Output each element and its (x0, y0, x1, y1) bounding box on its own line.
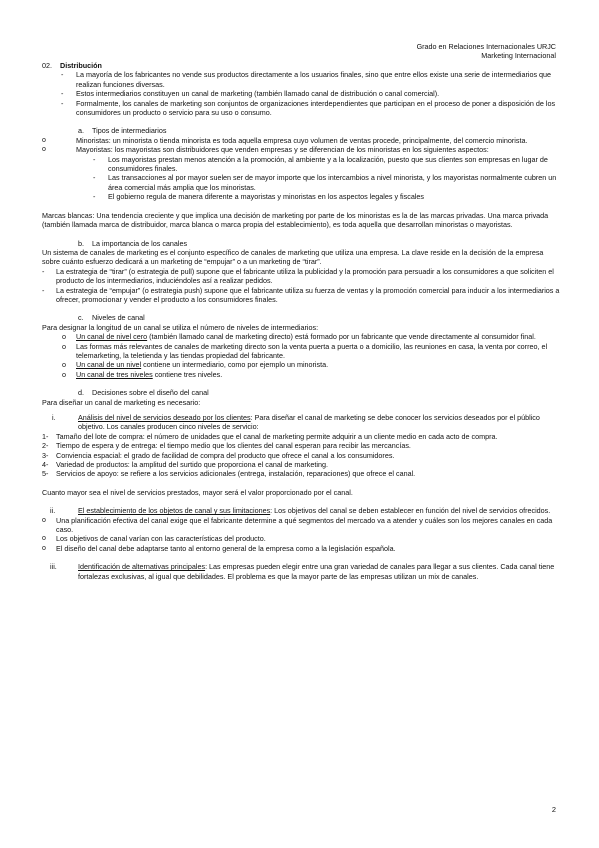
bullet-circle-icon: o (42, 535, 46, 543)
header-course: Marketing Internacional (481, 51, 556, 60)
list-item: - - La estrategia de “tirar” (o estrategia de pull) supone que el fabricante utiliza la publicidad y la promoción para persuadir a los consumidores a que soliciten el producto de los intermediarios, induciéndoles así a realizar pedidos. (42, 267, 560, 286)
list-item: - El gobierno regula de manera diferente a mayoristas y minoristas en los aspectos legales y fiscales (42, 192, 560, 201)
subsection-heading-c (42, 313, 560, 322)
paragraph-marcas-blancas: Marcas blancas: Una tendencia creciente y que implica una decisión de marketing por parte de los minoristas es la de las marcas privadas. Una marca privada (también llamada marca de distribuidor, marca blanca o marca propia del establecimiento), es toda aquella que desarrollan minoristas o mayoristas. (42, 210, 549, 230)
subsection-heading-b (42, 239, 560, 248)
document-body (42, 61, 560, 581)
roman-numeral: i. (52, 413, 56, 422)
roman-item-ii: ii. El establecimiento de los objetos de canal y sus limitaciones: Los objetivos del canal se deben establecer en función del nivel de servicios ofrecidos. (50, 506, 551, 516)
list-item: o Los objetivos de canal varían con las características del producto. (42, 534, 266, 544)
subsection-letter: a. (78, 126, 84, 136)
subsection-title: Decisiones sobre el diseño del canal (92, 388, 209, 398)
roman-numeral: ii. (50, 506, 56, 516)
bullet-circle-icon: o (42, 146, 46, 154)
numbered-item: 3- Conviencia espacial: el grado de facilidad de compra del producto que ofrece el canal a los consumidores. (42, 450, 395, 460)
list-item-mayoristas: o Mayoristas: los mayoristas son distribuidores que venden empresas y se diferencian de los minoristas en los siguientes aspectos: (42, 145, 489, 155)
section-heading-distribucion (42, 61, 560, 70)
subsection-letter: b. (78, 238, 84, 248)
page-number: 2 (551, 805, 556, 814)
bullet-circle-icon: o (62, 360, 66, 370)
subsection-heading-d (42, 388, 560, 397)
paragraph-cuanto: Cuanto mayor sea el nivel de servicios prestados, mayor será el valor proporcionado por el canal. (42, 487, 353, 497)
subsection-title: La importancia de los canales (92, 238, 188, 248)
list-item-minoristas: o Minoristas: un minorista o tienda minorista es toda aquella empresa cuyo volumen de ventas procede, principalmente, del comercio minorista. (42, 135, 528, 145)
list-item: o Un canal de nivel cero (también llamado canal de marketing directo) está formado por un fabricante que vende directamente al consumidor final. (62, 332, 536, 342)
list-item: - Las transacciones al por mayor suelen ser de mayor importe que los intercambios a nivel minorista, y los mayoristas normalmente cubren un área comercial más amplia que los minoristas. (42, 173, 560, 192)
list-item: - Estos intermediarios constituyen un canal de marketing (también llamado canal de distribución o canal comercial). (42, 89, 560, 98)
list-item: - - La estrategia de “empujar” (o estrategia push) supone que el fabricante utiliza su fuerza de ventas y la promoción comercial para inducir a los intermediarios a ofrecer, promocionar y vender el producto a los consumidores finales. (42, 286, 560, 305)
bullet-circle-icon: o (62, 369, 66, 379)
subsection-letter: d. (78, 388, 84, 398)
bullet-circle-icon: o (42, 516, 46, 524)
numbered-item: 5- Servicios de apoyo: se refiere a los servicios adicionales (entrega, instalación, reparaciones) que ofrece el canal. (42, 469, 416, 479)
list-item: - Formalmente, los canales de marketing son conjuntos de organizaciones interdependientes que participan en el proceso de poner a disposición de los consumidores un producto o servicio para su uso o consumo. (42, 99, 560, 118)
roman-item-iii: iii. Identificación de alternativas principales: Las empresas pueden elegir entre una gran variedad de canales para llegar a sus clientes. Cada canal tiene fortalezas exclusivas, al igual que debilidades. El problema es que la mayor parte de las empresas utilizan un mix de canales. (50, 562, 555, 581)
bullet-circle-icon: o (62, 332, 66, 342)
bullet-circle-icon: o (42, 544, 46, 552)
paragraph-intro: Un sistema de canales de marketing es el conjunto específico de canales de marketing que utiliza una empresa. La clave reside en la decisión de la empresa sobre cuánto esfuerzo dedicará a un marketing de “empujar” o a un marketing de “tirar”. (42, 247, 544, 267)
subsection-letter: c. (78, 313, 84, 323)
list-item: o El diseño del canal debe adaptarse tanto al entorno general de la empresa como a la legislación española. (42, 543, 396, 553)
list-item: o Una planificación efectiva del canal exige que el fabricante determine a qué segmentos del mercado va a atender y cuáles son los mejores canales en cada caso. (42, 515, 553, 535)
list-item: - Los mayoristas prestan menos atención a la promoción, al ambiente y a la localización, puesto que sus clientes son empresas en lugar de consumidores finales. (42, 155, 560, 174)
list-item: o Un canal de un nivel contiene un intermediario, como por ejemplo un minorista. (62, 360, 329, 370)
paragraph-intro: Para diseñar un canal de marketing es necesario: (42, 397, 201, 407)
page-header (417, 42, 556, 60)
section-title: Distribución (60, 61, 102, 70)
header-degree: Grado en Relaciones Internacionales URJC (416, 42, 556, 51)
subsection-title: Niveles de canal (92, 313, 145, 323)
subsection-heading-a (42, 126, 560, 135)
list-item: o Un canal de tres niveles contiene tres niveles. (62, 369, 223, 379)
numbered-item: 2- Tiempo de espera y de entrega: el tiempo medio que los clientes del canal esperan para recibir las mercancías. (42, 441, 411, 451)
list-item: - La mayoría de los fabricantes no vende sus productos directamente a los usuarios finales, sino que entre ellos existe una serie de intermediarios que realizan funciones diversas. (42, 70, 560, 89)
list-item: o Las formas más relevantes de canales de marketing directo son la venta puerta a puerta o a domicilio, las reuniones en casa, la venta por correo, el telemarketing, la teletienda y las tiendas propiedad del fabricante. (62, 341, 548, 360)
subsection-title: Tipos de intermediarios (92, 126, 167, 136)
roman-item-i: i. Análisis del nivel de servicios deseado por los clientes: Para diseñar el canal de marketing se debe conocer los servicios deseados por el público objetivo. Los canales producen cinco niveles de servicio: (52, 413, 540, 432)
numbered-item: 4- Variedad de productos: la amplitud del surtido que proporciona el canal de marketing. (42, 460, 328, 470)
bullet-circle-icon: o (62, 341, 66, 351)
numbered-item: 1- Tamaño del lote de compra: el número de unidades que el canal de marketing permite adquirir a un cliente medio en cada acto de compra. (42, 431, 498, 441)
roman-numeral: iii. (50, 562, 57, 572)
bullet-circle-icon: o (42, 136, 46, 144)
section-number: 02. (42, 61, 52, 70)
paragraph-intro: Para designar la longitud de un canal se utiliza el número de niveles de intermediarios: (42, 322, 319, 332)
